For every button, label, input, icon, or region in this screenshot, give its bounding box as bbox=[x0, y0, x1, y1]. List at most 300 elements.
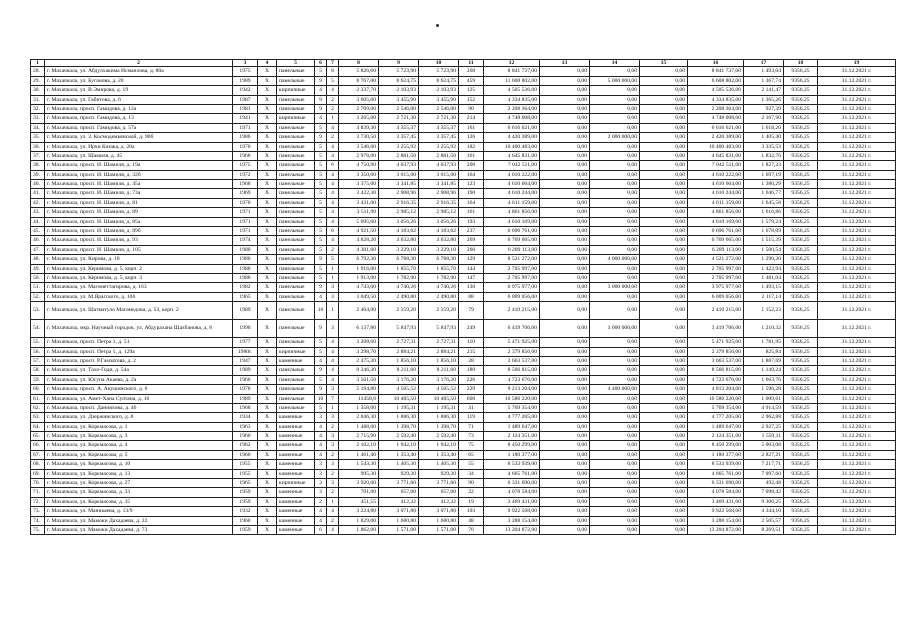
cell-limit-cost: 9356,25 bbox=[784, 123, 818, 132]
cell-address: г. Махачкала, ул. Дзержинского, д. 8 bbox=[45, 413, 233, 422]
cell-residents: 34 bbox=[459, 469, 484, 478]
cell-completion-date: 31.12.2021 г. bbox=[818, 320, 896, 338]
cell-cost-per-sqm: 1 887,69 bbox=[744, 356, 784, 365]
cell-wall-material-flag: X bbox=[258, 413, 277, 422]
cell-fund-contribution: 0,00 bbox=[540, 422, 590, 431]
table-row bbox=[31, 198, 896, 207]
cell-residential-area: 10 485,50 bbox=[419, 394, 459, 403]
cell-total-cost: 10 400 483,00 bbox=[484, 142, 540, 151]
table-row bbox=[31, 375, 896, 384]
cell-wall-material: каменные bbox=[277, 441, 315, 450]
cell-budget-contribution: 0,00 bbox=[590, 413, 640, 422]
cell-owner-contribution: 0,00 bbox=[640, 516, 688, 525]
cell-row-number: 60. bbox=[31, 385, 45, 394]
cell-entrances: 2 bbox=[327, 469, 339, 478]
cell-residential-area: 2 721,30 bbox=[419, 114, 459, 123]
cell-fund-contribution: 0,00 bbox=[540, 123, 590, 132]
cell-address: г. Махачкала, просп. И. Шамиля, д. 32б bbox=[45, 170, 233, 179]
header-col-4: 4 bbox=[258, 60, 277, 67]
cell-total-area: 3 224,80 bbox=[339, 507, 379, 516]
cell-row-number: 36. bbox=[31, 142, 45, 151]
cell-year-built: 1960 bbox=[233, 450, 258, 459]
cell-entrances: 4 bbox=[327, 347, 339, 356]
cell-wall-material: панельные bbox=[277, 170, 315, 179]
cell-year-built: 1942 bbox=[233, 86, 258, 95]
cell-row-number: 70. bbox=[31, 479, 45, 488]
cell-regional-fund-cost: 4 777 205,00 bbox=[688, 413, 744, 422]
cell-total-area: 1 358,00 bbox=[339, 403, 379, 412]
cell-residents: 31 bbox=[459, 403, 484, 412]
cell-residents: 90 bbox=[459, 104, 484, 113]
cell-year-built: 1971 bbox=[233, 217, 258, 226]
cell-residents: 147 bbox=[459, 274, 484, 283]
cell-cost-per-sqm: 1 559,11 bbox=[744, 432, 784, 441]
cell-wall-material-flag: X bbox=[258, 422, 277, 431]
cell-budget-contribution: 0,00 bbox=[590, 356, 640, 365]
cell-owner-contribution: 0,00 bbox=[640, 292, 688, 301]
cell-address: г. Махачкала, просп. Даниялова, д. 46 bbox=[45, 403, 233, 412]
cell-residential-area: 3 176,20 bbox=[419, 375, 459, 384]
cell-entrances: 1 bbox=[327, 302, 339, 320]
cell-budget-contribution: 0,00 bbox=[590, 151, 640, 160]
cell-completion-date: 31.12.2021 г. bbox=[818, 450, 896, 459]
cell-address: г. Махачкала, ул. Габитова, д. 6 bbox=[45, 95, 233, 104]
cell-fund-contribution: 0,00 bbox=[540, 507, 590, 516]
cell-year-built: 1971 bbox=[233, 208, 258, 217]
cell-wall-material: кирпичные bbox=[277, 347, 315, 356]
table-row bbox=[31, 469, 896, 478]
cell-owner-contribution: 0,00 bbox=[640, 67, 688, 76]
cell-living-area: 1 886,30 bbox=[379, 413, 419, 422]
cell-year-built: 1970 bbox=[233, 142, 258, 151]
cell-fund-contribution: 0,00 bbox=[540, 292, 590, 301]
cell-wall-material: кирпичные bbox=[277, 479, 315, 488]
cell-residents: 90 bbox=[459, 479, 484, 488]
cell-total-cost: 2 379 856,00 bbox=[484, 347, 540, 356]
cell-owner-contribution: 0,00 bbox=[640, 441, 688, 450]
cell-total-area: 2 337,70 bbox=[339, 86, 379, 95]
cell-row-number: 45. bbox=[31, 227, 45, 236]
cell-wall-material-flag: X bbox=[258, 469, 277, 478]
cell-year-built: 1988 bbox=[233, 274, 258, 283]
cell-budget-contribution: 0,00 bbox=[590, 67, 640, 76]
cell-living-area: 2 490,80 bbox=[379, 292, 419, 301]
cell-budget-contribution: 0,00 bbox=[590, 422, 640, 431]
cell-completion-date: 31.12.2021 г. bbox=[818, 245, 896, 254]
cell-cost-per-sqm: 1 493,15 bbox=[744, 283, 784, 292]
cell-cost-per-sqm: 1 290,20 bbox=[744, 255, 784, 264]
cell-row-number: 51. bbox=[31, 283, 45, 292]
cell-total-cost: 4 610 604,00 bbox=[484, 180, 540, 189]
cell-year-built: 1989 bbox=[233, 76, 258, 85]
cell-total-area: 1 461,40 bbox=[339, 450, 379, 459]
cell-owner-contribution: 0,00 bbox=[640, 507, 688, 516]
cell-owner-contribution: 0,00 bbox=[640, 161, 688, 170]
cell-fund-contribution: 0,00 bbox=[540, 413, 590, 422]
cell-budget-contribution: 0,00 bbox=[590, 208, 640, 217]
table-row bbox=[31, 114, 896, 123]
cell-limit-cost: 9356,25 bbox=[784, 516, 818, 525]
cell-wall-material: панельные bbox=[277, 375, 315, 384]
cell-wall-material-flag: X bbox=[258, 245, 277, 254]
cell-total-cost: 11 608 802,00 bbox=[484, 76, 540, 85]
cell-year-built: 1947 bbox=[233, 356, 258, 365]
cell-budget-contribution: 4 400 000,00 bbox=[590, 385, 640, 394]
cell-total-area: 451,55 bbox=[339, 497, 379, 506]
cell-total-area: 3 920,00 bbox=[339, 479, 379, 488]
cell-entrances: 5 bbox=[327, 255, 339, 264]
table-row bbox=[31, 255, 896, 264]
table-row bbox=[31, 180, 896, 189]
cell-floors: 9 bbox=[315, 133, 327, 142]
cell-living-area: 1 855,70 bbox=[379, 264, 419, 273]
cell-entrances: 2 bbox=[327, 488, 339, 497]
cell-address: г. Махачкала, просп. Гамидова, д. 57а bbox=[45, 123, 233, 132]
header-col-10: 10 bbox=[419, 60, 459, 67]
cell-cost-per-sqm: 1 149,24 bbox=[744, 366, 784, 375]
cell-wall-material-flag: X bbox=[258, 114, 277, 123]
cell-limit-cost: 9356,25 bbox=[784, 460, 818, 469]
cell-year-built: 1968 bbox=[233, 180, 258, 189]
cell-budget-contribution: 0,00 bbox=[590, 525, 640, 534]
cell-wall-material: каменные bbox=[277, 356, 315, 365]
cell-completion-date: 31.12.2021 г. bbox=[818, 104, 896, 113]
cell-regional-fund-cost: 1 180 377,00 bbox=[688, 450, 744, 459]
cell-floors: 9 bbox=[315, 104, 327, 113]
header-col-14: 14 bbox=[590, 60, 640, 67]
cell-fund-contribution: 0,00 bbox=[540, 217, 590, 226]
cell-floors: 4 bbox=[315, 441, 327, 450]
cell-cost-per-sqm: 1 618,20 bbox=[744, 123, 784, 132]
cell-wall-material-flag: X bbox=[258, 104, 277, 113]
cell-cost-per-sqm: 1 645,58 bbox=[744, 198, 784, 207]
cell-year-built: 1959 bbox=[233, 497, 258, 506]
cell-entrances: 4 bbox=[327, 366, 339, 375]
cell-year-built: 1989 bbox=[233, 366, 258, 375]
cell-entrances: 6 bbox=[327, 227, 339, 236]
cell-regional-fund-cost: 4 610 169,00 bbox=[688, 217, 744, 226]
cell-row-number: 65. bbox=[31, 432, 45, 441]
header-col-16: 16 bbox=[688, 60, 744, 67]
cell-budget-contribution: 0,00 bbox=[590, 375, 640, 384]
cell-owner-contribution: 0,00 bbox=[640, 76, 688, 85]
header-col-3: 3 bbox=[233, 60, 258, 67]
cell-limit-cost: 9356,25 bbox=[784, 76, 818, 85]
cell-cost-per-sqm: 1 422,94 bbox=[744, 264, 784, 273]
cell-floors: 4 bbox=[315, 422, 327, 431]
cell-floors: 5 bbox=[315, 123, 327, 132]
cell-regional-fund-cost: 6 769 665,00 bbox=[688, 236, 744, 245]
cell-wall-material-flag: X bbox=[258, 95, 277, 104]
cell-cost-per-sqm: 8 269,51 bbox=[744, 525, 784, 534]
cell-entrances: 4 bbox=[327, 170, 339, 179]
cell-wall-material: панельные bbox=[277, 180, 315, 189]
cell-completion-date: 31.12.2021 г. bbox=[818, 516, 896, 525]
header-col-2: 2 bbox=[45, 60, 233, 67]
cell-fund-contribution: 0,00 bbox=[540, 245, 590, 254]
cell-limit-cost: 9356,25 bbox=[784, 133, 818, 142]
cell-cost-per-sqm: 7 217,71 bbox=[744, 460, 784, 469]
cell-regional-fund-cost: 6 009 056,00 bbox=[688, 292, 744, 301]
cell-address: г. Махачкала, ул. Мамоки Дахадаева, д. 22 bbox=[45, 516, 233, 525]
header-col-18: 18 bbox=[784, 60, 818, 67]
cell-total-cost: 13 204 872,00 bbox=[484, 525, 540, 534]
header-col-5: 5 bbox=[277, 60, 315, 67]
cell-budget-contribution: 0,00 bbox=[590, 450, 640, 459]
cell-address: г. Махачкала, ул. Юсупа Акаева, д. 2а bbox=[45, 375, 233, 384]
cell-residents: 237 bbox=[459, 227, 484, 236]
cell-cost-per-sqm: 1 827,23 bbox=[744, 161, 784, 170]
cell-limit-cost: 9356,25 bbox=[784, 320, 818, 338]
cell-total-area: 1 829,00 bbox=[339, 516, 379, 525]
cell-row-number: 56. bbox=[31, 347, 45, 356]
cell-living-area: 3 341,85 bbox=[379, 180, 419, 189]
cell-wall-material-flag: X bbox=[258, 302, 277, 320]
cell-wall-material-flag: X bbox=[258, 375, 277, 384]
cell-fund-contribution: 0,00 bbox=[540, 469, 590, 478]
cell-regional-fund-cost: 2 379 856,00 bbox=[688, 347, 744, 356]
cell-row-number: 55. bbox=[31, 338, 45, 347]
cell-owner-contribution: 0,00 bbox=[640, 123, 688, 132]
cell-row-number: 41. bbox=[31, 189, 45, 198]
cell-total-area: 6 137,80 bbox=[339, 320, 379, 338]
cell-wall-material-flag: X bbox=[258, 507, 277, 516]
cell-residential-area: 8 211,60 bbox=[419, 366, 459, 375]
table-row bbox=[31, 86, 896, 95]
cell-wall-material-flag: X bbox=[258, 274, 277, 283]
cell-row-number: 58. bbox=[31, 366, 45, 375]
cell-regional-fund-cost: 6 331 690,00 bbox=[688, 479, 744, 488]
cell-completion-date: 31.12.2021 г. bbox=[818, 356, 896, 365]
cell-total-cost: 2 124 351,00 bbox=[484, 432, 540, 441]
cell-cost-per-sqm: 4 914,59 bbox=[744, 403, 784, 412]
cell-year-built: 1965 bbox=[233, 292, 258, 301]
cell-residents: 71 bbox=[459, 422, 484, 431]
table-row bbox=[31, 227, 896, 236]
cell-regional-fund-cost: 8 533 939,00 bbox=[688, 460, 744, 469]
cell-completion-date: 31.12.2021 г. bbox=[818, 123, 896, 132]
cell-fund-contribution: 0,00 bbox=[540, 236, 590, 245]
cell-total-cost: 7 042 511,00 bbox=[484, 161, 540, 170]
table-row bbox=[31, 123, 896, 132]
cell-total-cost: 4 505 536,00 bbox=[484, 86, 540, 95]
cell-limit-cost: 9356,25 bbox=[784, 86, 818, 95]
cell-total-cost: 6 289 113,00 bbox=[484, 245, 540, 254]
cell-budget-contribution: 0,00 bbox=[590, 302, 640, 320]
cell-floors: 9 bbox=[315, 385, 327, 394]
cell-fund-contribution: 0,00 bbox=[540, 142, 590, 151]
cell-living-area: 2 721,30 bbox=[379, 114, 419, 123]
header-col-13: 13 bbox=[540, 60, 590, 67]
cell-total-cost: 2 705 997,00 bbox=[484, 264, 540, 273]
cell-total-cost: 8 450 299,00 bbox=[484, 441, 540, 450]
cell-row-number: 28. bbox=[31, 67, 45, 76]
cell-residents: 164 bbox=[459, 170, 484, 179]
cell-completion-date: 31.12.2021 г. bbox=[818, 338, 896, 347]
cell-total-area: 3 431,00 bbox=[339, 198, 379, 207]
cell-entrances: 3 bbox=[327, 292, 339, 301]
cell-row-number: 34. bbox=[31, 123, 45, 132]
cell-year-built: 1972 bbox=[233, 170, 258, 179]
cell-entrances: 2 bbox=[327, 450, 339, 459]
cell-address: г. Махачкала, ул. Керимова, д. 5, корп. 3 bbox=[45, 274, 233, 283]
cell-limit-cost: 9356,25 bbox=[784, 236, 818, 245]
cell-total-cost: 4 861 856,00 bbox=[484, 208, 540, 217]
cell-total-area: 2 046,30 bbox=[339, 413, 379, 422]
cell-completion-date: 31.12.2021 г. bbox=[818, 114, 896, 123]
cell-total-cost: 6 769 665,00 bbox=[484, 236, 540, 245]
cell-floors: 5 bbox=[315, 274, 327, 283]
cell-entrances: 4 bbox=[327, 180, 339, 189]
cell-regional-fund-cost: 2 124 351,00 bbox=[688, 432, 744, 441]
cell-address: г. Махачкала, ул. Коркмасова, д. 13 bbox=[45, 469, 233, 478]
cell-wall-material-flag: X bbox=[258, 488, 277, 497]
cell-budget-contribution: 0,00 bbox=[590, 488, 640, 497]
cell-budget-contribution: 0,00 bbox=[590, 217, 640, 226]
cell-residential-area: 1 680,80 bbox=[419, 516, 459, 525]
cell-wall-material: панельные bbox=[277, 104, 315, 113]
cell-regional-fund-cost: 8 450 299,00 bbox=[688, 441, 744, 450]
cell-residents: 214 bbox=[459, 114, 484, 123]
cell-residents: 119 bbox=[459, 413, 484, 422]
cell-budget-contribution: 0,00 bbox=[590, 264, 640, 273]
cell-row-number: 47. bbox=[31, 245, 45, 254]
cell-living-area: 2 103,93 bbox=[379, 86, 419, 95]
cell-budget-contribution: 0,00 bbox=[590, 227, 640, 236]
cell-residents: 249 bbox=[459, 320, 484, 338]
cell-row-number: 37. bbox=[31, 151, 45, 160]
cell-residents: 161 bbox=[459, 208, 484, 217]
cell-completion-date: 31.12.2021 г. bbox=[818, 264, 896, 273]
cell-residential-area: 2 881,50 bbox=[419, 151, 459, 160]
cell-limit-cost: 9356,25 bbox=[784, 274, 818, 283]
cell-completion-date: 31.12.2021 г. bbox=[818, 441, 896, 450]
cell-owner-contribution: 0,00 bbox=[640, 432, 688, 441]
cell-wall-material: панельные bbox=[277, 320, 315, 338]
cell-completion-date: 31.12.2021 г. bbox=[818, 76, 896, 85]
cell-total-area: 3 265,00 bbox=[339, 114, 379, 123]
cell-wall-material-flag: X bbox=[258, 151, 277, 160]
cell-entrances: 2 bbox=[327, 516, 339, 525]
cell-floors: 5 bbox=[315, 403, 327, 412]
cell-fund-contribution: 0,00 bbox=[540, 497, 590, 506]
cell-regional-fund-cost: 10 400 483,00 bbox=[688, 142, 744, 151]
table-row bbox=[31, 413, 896, 422]
cell-completion-date: 31.12.2021 г. bbox=[818, 497, 896, 506]
table-row bbox=[31, 450, 896, 459]
cell-budget-contribution: 0,00 bbox=[590, 274, 640, 283]
cell-floors: 5 bbox=[315, 264, 327, 273]
cell-wall-material: панельные bbox=[277, 189, 315, 198]
cell-floors: 9 bbox=[315, 76, 327, 85]
cell-total-area: 8 246,30 bbox=[339, 366, 379, 375]
cell-cost-per-sqm: 1 646,77 bbox=[744, 189, 784, 198]
cell-wall-material: каменные bbox=[277, 432, 315, 441]
cell-fund-contribution: 0,00 bbox=[540, 151, 590, 160]
cell-entrances: 3 bbox=[327, 385, 339, 394]
cell-residents: 19 bbox=[459, 497, 484, 506]
cell-year-built: 1966 bbox=[233, 375, 258, 384]
cell-limit-cost: 9356,25 bbox=[784, 479, 818, 488]
cell-cost-per-sqm: 2 141,47 bbox=[744, 86, 784, 95]
cell-cost-per-sqm: 1 210,32 bbox=[744, 320, 784, 338]
cell-residential-area: 2 884,21 bbox=[419, 347, 459, 356]
cell-address: г. Махачкала, ул. Коркмасова, д. 1 bbox=[45, 422, 233, 431]
cell-living-area: 2 159,20 bbox=[379, 302, 419, 320]
cell-living-area: 2 592,40 bbox=[379, 432, 419, 441]
cell-address: г. Махачкала, просп. И. Шамиля, д. 73а bbox=[45, 189, 233, 198]
cell-completion-date: 31.12.2021 г. bbox=[818, 403, 896, 412]
cell-limit-cost: 9356,25 bbox=[784, 497, 818, 506]
cell-floors: 9 bbox=[315, 95, 327, 104]
header-col-1: 1 bbox=[31, 60, 45, 67]
table-row bbox=[31, 525, 896, 534]
cell-wall-material: панельные bbox=[277, 95, 315, 104]
cell-completion-date: 31.12.2021 г. bbox=[818, 236, 896, 245]
cell-living-area: 4 740,26 bbox=[379, 283, 419, 292]
cell-address: г. Махачкала, ул. Коркмасова, д. 5 bbox=[45, 450, 233, 459]
cell-year-built: 1960 bbox=[233, 516, 258, 525]
cell-completion-date: 31.12.2021 г. bbox=[818, 86, 896, 95]
cell-row-number: 75. bbox=[31, 525, 45, 534]
cell-cost-per-sqm: 2 962,88 bbox=[744, 413, 784, 422]
cell-row-number: 61. bbox=[31, 394, 45, 403]
cell-wall-material: панельные bbox=[277, 161, 315, 170]
cell-living-area: 2 881,50 bbox=[379, 151, 419, 160]
cell-limit-cost: 9356,25 bbox=[784, 525, 818, 534]
cell-budget-contribution: 0,00 bbox=[590, 170, 640, 179]
cell-fund-contribution: 0,00 bbox=[540, 86, 590, 95]
cell-living-area: 8 211,60 bbox=[379, 366, 419, 375]
cell-limit-cost: 9356,25 bbox=[784, 356, 818, 365]
table-row bbox=[31, 151, 896, 160]
cell-completion-date: 31.12.2021 г. bbox=[818, 385, 896, 394]
cell-limit-cost: 9356,25 bbox=[784, 114, 818, 123]
cell-fund-contribution: 0,00 bbox=[540, 161, 590, 170]
cell-total-cost: 8 841 737,00 bbox=[484, 67, 540, 76]
cell-fund-contribution: 0,00 bbox=[540, 356, 590, 365]
cell-total-area: 8 767,00 bbox=[339, 76, 379, 85]
cell-wall-material-flag: X bbox=[258, 180, 277, 189]
cell-total-cost: 4 611 159,00 bbox=[484, 198, 540, 207]
cell-budget-contribution: 0,00 bbox=[590, 469, 640, 478]
cell-entrances: 1 bbox=[327, 497, 339, 506]
cell-living-area: 2 916,35 bbox=[379, 198, 419, 207]
cell-year-built: 1955 bbox=[233, 469, 258, 478]
cell-completion-date: 31.12.2021 г. bbox=[818, 460, 896, 469]
cell-entrances: 1 bbox=[327, 264, 339, 273]
cell-address: г. Махачкала, ул. Коркмасова, д. 10 bbox=[45, 460, 233, 469]
cell-total-cost: 8 521 272,00 bbox=[484, 255, 540, 264]
cell-residential-area: 4 355,37 bbox=[419, 123, 459, 132]
table-row bbox=[31, 488, 896, 497]
cell-residents: 459 bbox=[459, 76, 484, 85]
cell-floors: 5 bbox=[315, 208, 327, 217]
cell-residents: 215 bbox=[459, 347, 484, 356]
cell-wall-material: каменные bbox=[277, 460, 315, 469]
table-row bbox=[31, 236, 896, 245]
cell-budget-contribution: 0,00 bbox=[590, 497, 640, 506]
cell-residents: 88 bbox=[459, 292, 484, 301]
cell-residential-area: 2 490,80 bbox=[419, 292, 459, 301]
cell-wall-material: панельные bbox=[277, 338, 315, 347]
cell-living-area: 3 176,20 bbox=[379, 375, 419, 384]
cell-residents: 123 bbox=[459, 180, 484, 189]
cell-floors: 4 bbox=[315, 292, 327, 301]
cell-row-number: 54. bbox=[31, 320, 45, 338]
cell-regional-fund-cost: 4 748 008,00 bbox=[688, 114, 744, 123]
cell-wall-material: каменные bbox=[277, 469, 315, 478]
